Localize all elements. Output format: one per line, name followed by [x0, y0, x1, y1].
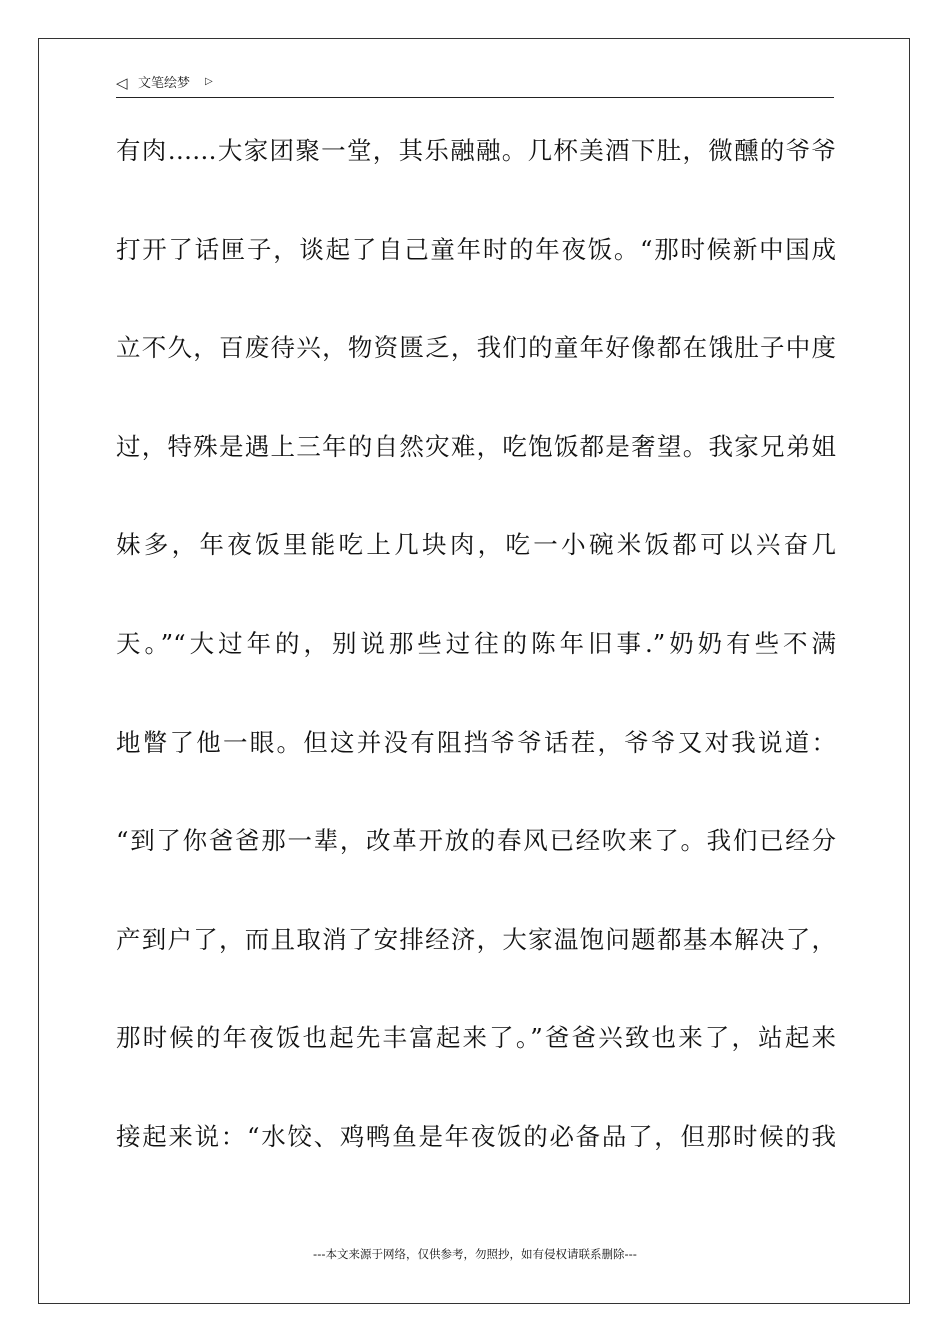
page-header [116, 72, 834, 98]
text-line: 地瞥了他一眼。但这并没有阻挡爷爷话茬，爷爷又对我说道： [116, 727, 836, 757]
text-line: 有肉……大家团聚一堂，其乐融融。几杯美酒下肚，微醺的爷爷 [116, 136, 836, 165]
footer-disclaimer: ---本文来源于网络，仅供参考，勿照抄，如有侵权请联系删除--- [313, 1247, 637, 1261]
text-line: 过，特殊是遇上三年的自然灾难，吃饱饭都是奢望。我家兄弟姐 [116, 431, 836, 461]
text-line: 妹多，年夜饭里能吃上几块肉，吃一小碗米饭都可以兴奋几 [116, 530, 836, 560]
text-line: “到了你爸爸那一辈，改革开放的春风已经吹来了。我们已经分 [116, 826, 836, 856]
triangle-right-icon: ▷ [205, 76, 213, 87]
triangle-left-icon: ◁ [116, 74, 128, 92]
body-text [116, 128, 836, 1213]
text-line: 那时候的年夜饭也起先丰富起来了。”爸爸兴致也来了，站起来 [116, 1023, 836, 1053]
text-line: 立不久，百废待兴，物资匮乏，我们的童年好像都在饿肚子中度 [116, 333, 836, 363]
text-line: 打开了话匣子，谈起了自己童年时的年夜饭。“那时候新中国成 [116, 234, 836, 264]
text-line: 产到户了，而且取消了安排经济，大家温饱问题都基本解决了， [116, 924, 836, 954]
text-line: 天。”“大过年的，别说那些过往的陈年旧事.”奶奶有些不满 [116, 628, 836, 658]
header-title: 文笔绘梦 [138, 76, 191, 91]
text-line: 接起来说：“水饺、鸡鸭鱼是年夜饭的必备品了，但那时候的我 [116, 1121, 836, 1151]
